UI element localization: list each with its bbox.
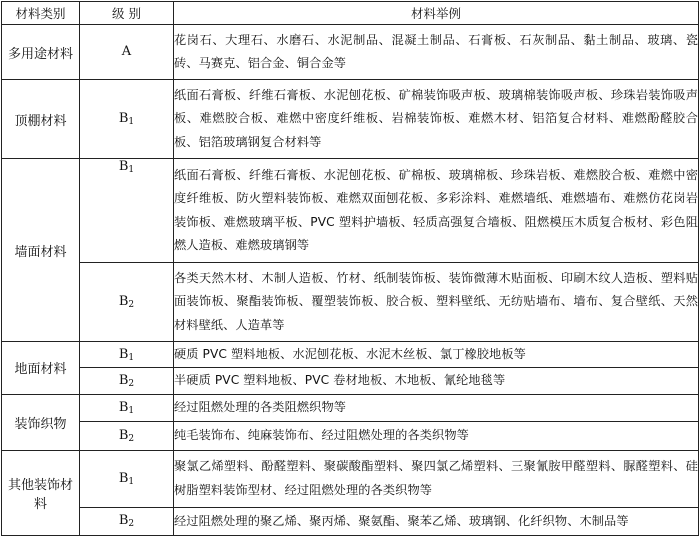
level-cell	[80, 342, 174, 368]
examples-cell: 硬质 PVC 塑料地板、水泥刨花板、水泥木丝板、氯丁橡胶地板等	[174, 342, 699, 368]
table-row	[2, 450, 699, 507]
examples-cell: 各类天然木材、木制人造板、竹材、纸制装饰板、装饰微薄木贴面板、印刷木纹人造板、塑料贴面装饰板、聚酯装饰板、覆塑装饰板、胶合板、塑料壁纸、无纺贴墙布、墙布、复合壁纸、天然材料壁纸、人造革等	[174, 262, 699, 341]
level-letter: B	[118, 159, 129, 175]
table-row	[2, 159, 699, 263]
level-subscript: 2	[128, 379, 135, 390]
header-category: 材料类别	[2, 2, 80, 25]
level-subscript: 1	[128, 406, 135, 417]
level-letter: B	[118, 373, 129, 389]
level-cell	[80, 422, 174, 450]
header-examples: 材料举例	[174, 2, 699, 25]
category-cell: 顶棚材料	[2, 80, 80, 159]
examples-cell: 经过阻燃处理的聚乙烯、聚丙烯、聚氨酯、聚苯乙烯、玻璃钢、化纤织物、木制品等	[174, 507, 699, 536]
examples-cell: 纯毛装饰布、纯麻装饰布、经过阻燃处理的各类织物等	[174, 422, 699, 450]
table-row	[2, 507, 699, 536]
level-subscript: 1	[128, 165, 135, 176]
level-subscript: 2	[128, 433, 135, 444]
level-subscript: 2	[128, 519, 135, 530]
table-row	[2, 368, 699, 394]
level-cell	[80, 394, 174, 421]
table-row	[2, 262, 699, 341]
examples-cell: 纸面石膏板、纤维石膏板、水泥刨花板、矿棉板、玻璃棉板、珍珠岩板、难燃胶合板、难燃中密度纤维板、防火塑料装饰板、难燃双面刨花板、多彩涂料、难燃墙纸、难燃墙布、难燃仿花岗岩装饰板、难燃玻璃平板、PVC 塑料护墙板、轻质高强复合墙板、阻燃模压木质复合板材、彩色阻燃人造板、难燃玻璃钢等	[174, 159, 699, 263]
examples-cell: 半硬质 PVC 塑料地板、PVC 卷材地板、木地板、氰纶地毯等	[174, 368, 699, 394]
table-row	[2, 25, 699, 80]
examples-cell: 经过阻燃处理的各类阻燃织物等	[174, 394, 699, 421]
level-cell	[80, 368, 174, 394]
table-row	[2, 394, 699, 421]
level-subscript: 1	[128, 352, 135, 363]
category-cell: 其他装饰材料	[2, 450, 80, 535]
level-letter: B	[118, 293, 129, 309]
level-cell	[80, 25, 174, 80]
level-letter: B	[118, 111, 129, 127]
examples-cell: 纸面石膏板、纤维石膏板、水泥刨花板、矿棉装饰吸声板、玻璃棉装饰吸声板、珍珠岩装饰吸声板、难燃胶合板、难燃中密度纤维板、岩棉装饰板、难燃木材、铝箔复合材料、难燃酚醛胶合板、铝箔玻璃钢复合材料等	[174, 80, 699, 159]
examples-cell: 聚氯乙烯塑料、酚醛塑料、聚碳酸酯塑料、聚四氯乙烯塑料、三聚氰胺甲醛塑料、脲醛塑料、硅树脂塑料装饰型材、经过阻燃处理的各类织物等	[174, 450, 699, 507]
level-cell	[80, 262, 174, 341]
level-letter: A	[121, 44, 132, 60]
level-cell	[80, 80, 174, 159]
table-row	[2, 342, 699, 368]
level-letter: B	[118, 346, 129, 362]
table-row	[2, 422, 699, 450]
level-subscript: 1	[128, 476, 135, 487]
category-cell: 装饰织物	[2, 394, 80, 450]
level-subscript: 1	[128, 117, 135, 128]
category-cell: 墙面材料	[2, 159, 80, 342]
table-row	[2, 80, 699, 159]
level-letter: B	[118, 427, 129, 443]
level-subscript: 2	[128, 299, 135, 310]
level-cell	[80, 450, 174, 507]
level-cell	[80, 507, 174, 536]
material-table	[1, 1, 699, 536]
level-letter: B	[118, 400, 129, 416]
level-letter: B	[118, 513, 129, 529]
category-cell: 多用途材料	[2, 25, 80, 80]
category-cell: 地面材料	[2, 342, 80, 395]
examples-cell: 花岗石、大理石、水磨石、水泥制品、混凝土制品、石膏板、石灰制品、黏土制品、玻璃、瓷砖、马赛克、铝合金、铜合金等	[174, 25, 699, 80]
level-letter: B	[118, 470, 129, 486]
header-level: 级 别	[80, 2, 174, 25]
header-row	[2, 2, 699, 25]
level-cell	[80, 159, 174, 263]
